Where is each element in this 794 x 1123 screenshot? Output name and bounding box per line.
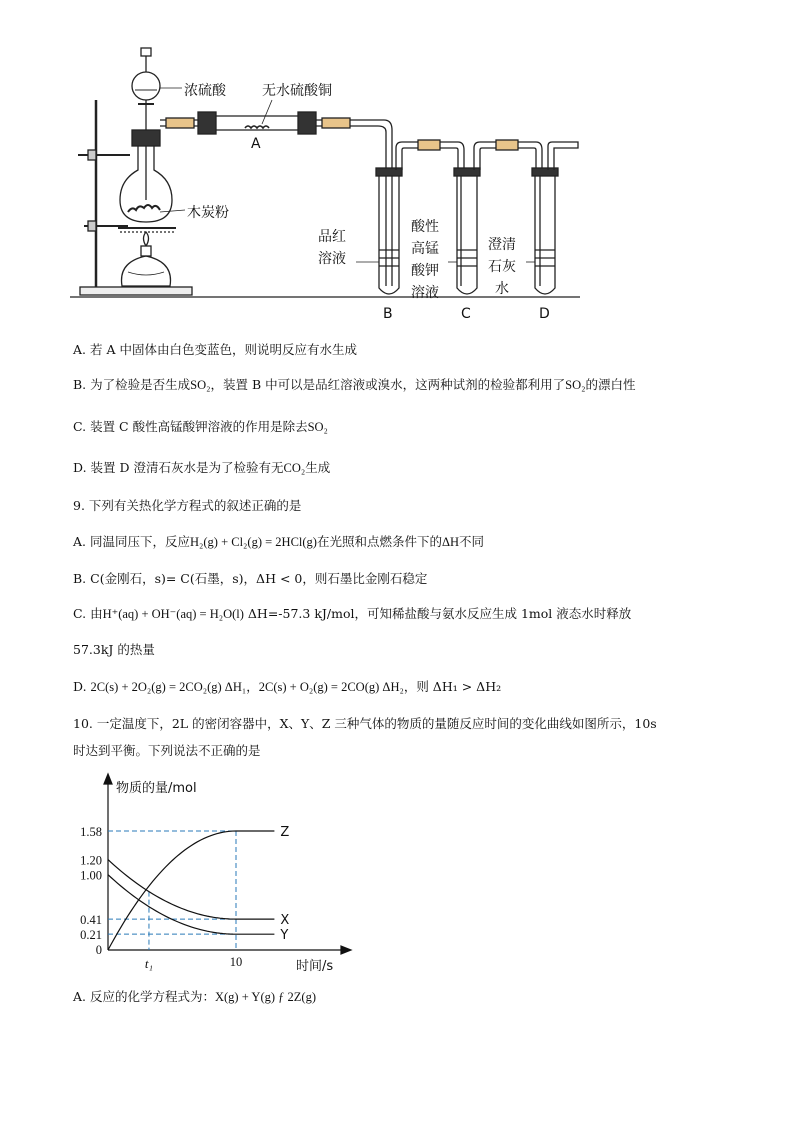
label-kmno4-2: 高锰 [411,241,439,257]
label-kmno4-1: 酸性 [411,219,439,235]
q9-option-c: C. 由H⁺(aq) + OH⁻(aq) = H₂O(l) ΔH=-57.3 kJ/mol，可知稀盐酸与氨水反应生成 1mol 液态水时释放 [73,606,632,621]
q8-option-c: C. 装置 C 酸性高锰酸钾溶液的作用是除去SO₂ [73,419,328,434]
q10-option-a: A. 反应的化学方程式为：X(g) + Y(g) ƒ 2Z(g) [73,989,316,1004]
label-c: C [461,306,471,322]
q8-option-d: D. 装置 D 澄清石灰水是为了检验有无CO₂生成 [73,460,331,475]
series-line-Z [108,831,274,950]
label-charcoal: 木炭粉 [187,205,229,221]
label-kmno4-3: 酸钾 [411,263,439,279]
series-label-Z: Z [280,825,290,840]
q9-option-b: B. C(金刚石，s)= C(石墨，s)，ΔH < 0，则石墨比金刚石稳定 [73,571,428,586]
x-tick-label-t1: t₁ [144,956,154,971]
y-tick-label-5: 0 [95,943,102,957]
series-line-X [108,860,274,920]
q9-stem: 9. 下列有关热化学方程式的叙述正确的是 [73,498,302,513]
label-anhydrous-cuso4: 无水硫酸铜 [262,83,332,99]
y-tick-label-2: 1.00 [80,868,102,883]
x-axis-arrow [341,946,351,954]
label-magenta-2: 溶液 [318,251,346,267]
x-axis-title: 时间/s [296,959,334,974]
label-limewater-1: 澄清 [488,237,516,253]
label-b: B [383,306,393,322]
label-d: D [539,306,550,322]
y-axis-title: 物质的量/mol [116,781,197,796]
q10-chart [60,770,370,975]
x-tick-label-10: 10 [229,955,243,969]
y-tick-label-4: 0.21 [80,928,102,943]
q9-option-a: A. 同温同压下，反应H₂(g) + Cl₂(g) = 2HCl(g)在光照和点燃条件下的ΔH不同 [73,534,485,549]
q8-option-b: B. 为了检验是否生成SO₂，装置 B 中可以是品红溶液或溴水，这两种试剂的检验都利用了SO₂的漂白性 [73,377,636,392]
q10-stem-line2: 时达到平衡。下列说法不正确的是 [73,743,261,758]
q9-option-c-cont: 57.3kJ 的热量 [73,642,155,657]
label-conc-sulfuric-acid: 浓硫酸 [184,83,226,99]
label-limewater-3: 水 [495,281,509,297]
series-label-Y: Y [280,928,289,944]
label-tube-a: A [251,136,261,152]
q8-option-a: A. 若 A 中固体由白色变蓝色，则说明反应有水生成 [73,342,357,357]
y-tick-label-0: 1.58 [80,825,102,839]
q9-option-d: D. 2C(s) + 2O₂(g) = 2CO₂(g) ΔH₁，2C(s) + O₂(g) = 2CO(g) ΔH₂，则 ΔH₁ > ΔH₂ [73,679,502,694]
apparatus-diagram [0,0,794,330]
series-label-X: X [280,913,290,929]
label-kmno4-4: 溶液 [411,285,439,301]
y-axis-arrow [104,774,112,784]
q10-stem-line1: 10. 一定温度下，2L 的密闭容器中，X、Y、Z 三种气体的物质的量随反应时间的变化曲线如图所示，10s [73,716,657,731]
label-limewater-2: 石灰 [488,259,516,275]
y-tick-label-1: 1.20 [80,853,102,868]
y-tick-label-3: 0.41 [80,913,102,928]
label-magenta-1: 品红 [318,229,346,245]
series-line-Y [108,875,274,935]
